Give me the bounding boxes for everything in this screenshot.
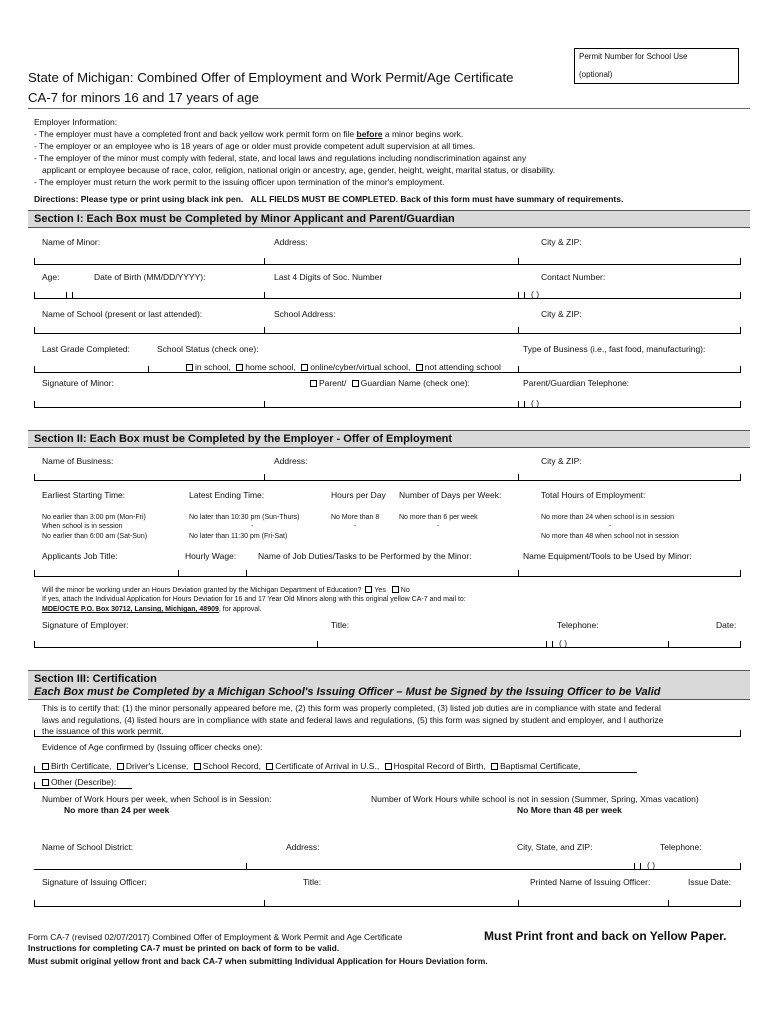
officer-printed-name-label: Printed Name of Issuing Officer: <box>530 877 651 887</box>
other-evidence-line[interactable] <box>34 788 132 789</box>
employer-info-bullet-4: - The employer must return the work permit to the issuing officer upon termination of the minor's employment. <box>34 177 445 187</box>
certification-text-3: the issuance of this work permit. <box>42 726 164 736</box>
school-status-options: in school, home school, online/cyber/virtual school, not attending school <box>186 362 501 372</box>
employer-info-bullet-3a: - The employer of the minor must comply with federal, state, and local laws and regulations including nondiscrimination against any <box>34 153 527 163</box>
row4-field-line[interactable] <box>34 372 740 373</box>
ssn-label: Last 4 Digits of Soc. Number <box>274 272 383 282</box>
school-record-checkbox[interactable] <box>194 763 201 770</box>
row3-field-line[interactable] <box>34 333 740 334</box>
earliest-rule-3: No earlier than 6:00 am (Sat-Sun) <box>42 533 148 540</box>
latest-rule-1: No later than 10:30 pm (Sun-Thurs) <box>189 514 300 521</box>
officer-signature-label: Signature of Issuing Officer: <box>42 877 147 887</box>
hours-out-session-limit: No More than 48 per week <box>517 805 622 815</box>
yellow-paper-notice: Must Print front and back on Yellow Paper. <box>484 929 727 943</box>
earliest-rule-2: When school is in session <box>42 523 123 530</box>
deviation-question: Will the minor be working under an Hours Deviation granted by the Michigan Department of Education? Yes No <box>42 587 410 594</box>
other-evidence-checkbox[interactable] <box>42 779 49 786</box>
home-school-checkbox[interactable] <box>236 364 243 371</box>
birth-certificate-checkbox[interactable] <box>42 763 49 770</box>
employer-sig-line[interactable] <box>34 647 740 648</box>
permit-number-label: Permit Number for School Use <box>579 52 688 61</box>
evidence-line-1 <box>34 772 637 773</box>
school-status-label: School Status (check one): <box>157 344 259 354</box>
total-rule-1: No more than 24 when school is in session <box>541 514 675 521</box>
age-label: Age: <box>42 272 60 282</box>
section2-title: Section II: Each Box must be Completed by the Employer - Offer of Employment <box>34 433 453 445</box>
form-revision: Form CA-7 (revised 02/07/2017) Combined Offer of Employment & Work Permit and Age Certificate <box>28 932 403 942</box>
equipment-label: Name Equipment/Tools to be Used by Minor: <box>523 551 692 561</box>
employer-title-label: Title: <box>331 620 350 630</box>
directions: Directions: Please type or print using black ink pen. ALL FIELDS MUST BE COMPLETED. Back of this form must have summary of requirements. <box>34 194 624 204</box>
section3-title: Section III: Certification <box>34 673 157 685</box>
job-title-label: Applicants Job Title: <box>42 551 118 561</box>
employer-phone-paren: ( ) <box>559 638 568 648</box>
employer-info-bullet-2: - The employer or an employee who is 18 years of age or older must provide competent adult supervision at all times. <box>34 141 476 151</box>
earliest-start-label: Earliest Starting Time: <box>42 490 126 500</box>
deviation-no-checkbox[interactable] <box>392 586 399 593</box>
employer-info-heading: Employer Information: <box>34 117 118 127</box>
certification-text-2: laws and regulations, (4) listed hours are in compliance with state and federal laws and regulations, (5) this form was signed by student and employer, and I authorize <box>42 715 664 725</box>
instructions-note: Instructions for completing CA-7 must be printed on back of form to be valid. <box>28 943 340 953</box>
certification-text-1: This is to certify that: (1) the minor personally appeared before me, (2) this form was properly completed, (3) listed job duties are in compliance with state and federal <box>42 703 661 713</box>
parent-phone-paren: ( ) <box>531 398 540 408</box>
arrival-certificate-checkbox[interactable] <box>266 763 273 770</box>
evidence-options: Birth Certificate, Driver's License, School Record, Certificate of Arrival in U.S., Hospital Record of Birth, Baptismal Certificate, <box>42 761 580 771</box>
contact-number-label: Contact Number: <box>541 272 606 282</box>
job-row-line[interactable] <box>34 576 740 577</box>
hospital-record-checkbox[interactable] <box>385 763 392 770</box>
business-address-label: Address: <box>274 456 308 466</box>
hours-per-day-label: Hours per Day <box>331 490 386 500</box>
parent-guardian-options: Parent/ Guardian Name (check one): <box>310 378 470 388</box>
business-row-line[interactable] <box>34 480 740 481</box>
hours-rule-2: - <box>354 523 357 530</box>
employer-signature-label: Signature of Employer: <box>42 620 129 630</box>
hours-in-session-limit: No more than 24 per week <box>64 805 170 815</box>
latest-end-label: Latest Ending Time: <box>189 490 265 500</box>
district-address-label: Address: <box>286 842 320 852</box>
deviation-yes-checkbox[interactable] <box>365 586 372 593</box>
days-rule-2: - <box>437 523 440 530</box>
form-title-line2: CA-7 for minors 16 and 17 years of age <box>28 90 259 105</box>
permit-optional-label: (optional) <box>579 70 613 79</box>
district-phone-paren: ( ) <box>647 860 656 870</box>
section3-subtitle: Each Box must be Completed by a Michigan School's Issuing Officer – Must be Signed by the Issuing Officer to be Valid <box>34 686 661 698</box>
business-city-zip-label: City & ZIP: <box>541 456 582 466</box>
submit-note: Must submit original yellow front and back CA-7 when submitting Individual Application for Hours Deviation form. <box>28 956 488 966</box>
minor-signature-label: Signature of Minor: <box>42 378 114 388</box>
row2-field-line[interactable] <box>34 298 740 299</box>
total-rule-2: - <box>609 523 612 530</box>
days-per-week-label: Number of Days per Week: <box>399 490 502 500</box>
total-rule-3: No more than 48 when school not in session <box>541 533 679 540</box>
earliest-rule-1: No earlier than 3:00 pm (Mon-Fri) <box>42 514 146 521</box>
not-attending-checkbox[interactable] <box>416 364 423 371</box>
name-of-minor-label: Name of Minor: <box>42 237 101 247</box>
issue-date-label: Issue Date: <box>688 877 731 887</box>
employer-info-bullet-3b: applicant or employee because of race, color, religion, national origin or ancestry, age, gender, height, weight, marital status, or disability. <box>42 165 556 175</box>
total-hours-label: Total Hours of Employment: <box>541 490 646 500</box>
job-duties-label: Name of Job Duties/Tasks to be Performed by the Minor: <box>258 551 472 561</box>
certification-line <box>34 736 740 737</box>
district-city-state-zip-label: City, State, and ZIP: <box>517 842 593 852</box>
officer-title-label: Title: <box>303 877 322 887</box>
minor-address-label: Address: <box>274 237 308 247</box>
title-rule <box>28 108 750 109</box>
row5-field-line[interactable] <box>34 407 740 408</box>
business-type-label: Type of Business (i.e., fast food, manufacturing): <box>523 344 706 354</box>
row1-field-line[interactable] <box>34 264 740 265</box>
other-evidence: Other (Describe): <box>42 777 116 787</box>
form-title-line1: State of Michigan: Combined Offer of Employment and Work Permit/Age Certificate <box>28 70 514 85</box>
employer-info-bullet-1: - The employer must have a completed front and back yellow work permit form on file before a minor begins work. <box>34 129 464 139</box>
school-city-zip-label: City & ZIP: <box>541 309 582 319</box>
mde-address: MDE/OCTE P.O. Box 30712, Lansing, Michigan, 48909, for approval. <box>42 606 262 613</box>
hours-rule-1: No More than 8 <box>331 514 380 521</box>
guardian-checkbox[interactable] <box>352 380 359 387</box>
permit-number-box[interactable] <box>574 48 739 84</box>
parent-phone-label: Parent/Guardian Telephone: <box>523 378 630 388</box>
employer-telephone-label: Telephone: <box>557 620 599 630</box>
school-district-label: Name of School District: <box>42 842 134 852</box>
latest-rule-3: No later than 11:30 pm (Fri-Sat) <box>189 533 288 540</box>
in-school-checkbox[interactable] <box>186 364 193 371</box>
evidence-of-age-label: Evidence of Age confirmed by (Issuing officer checks one): <box>42 742 263 752</box>
deviation-attach-text: If yes, attach the Individual Application for Hours Deviation for 16 and 17 Year Old Minors along with this original yellow CA-7 and mail to: <box>42 596 466 603</box>
dob-label: Date of Birth (MM/DD/YYYY): <box>94 272 206 282</box>
school-address-label: School Address: <box>274 309 336 319</box>
latest-rule-2: - <box>251 523 254 530</box>
employer-date-label: Date: <box>716 620 737 630</box>
school-name-label: Name of School (present or last attended): <box>42 309 203 319</box>
hours-out-session-label: Number of Work Hours while school is not in session (Summer, Spring, Xmas vacation) <box>371 794 699 804</box>
baptismal-certificate-checkbox[interactable] <box>491 763 498 770</box>
parent-checkbox[interactable] <box>310 380 317 387</box>
district-telephone-label: Telephone: <box>660 842 702 852</box>
minor-city-zip-label: City & ZIP: <box>541 237 582 247</box>
days-rule-1: No more than 6 per week <box>399 514 478 521</box>
hourly-wage-label: Hourly Wage: <box>185 551 237 561</box>
drivers-license-checkbox[interactable] <box>117 763 124 770</box>
contact-paren: ( ) <box>531 289 540 299</box>
officer-sig-line[interactable] <box>34 906 740 907</box>
hours-in-session-label: Number of Work Hours per week, when School is in Session: <box>42 794 272 804</box>
section1-title: Section I: Each Box must be Completed by Minor Applicant and Parent/Guardian <box>34 213 455 225</box>
business-name-label: Name of Business: <box>42 456 114 466</box>
last-grade-label: Last Grade Completed: <box>42 344 130 354</box>
online-school-checkbox[interactable] <box>301 364 308 371</box>
